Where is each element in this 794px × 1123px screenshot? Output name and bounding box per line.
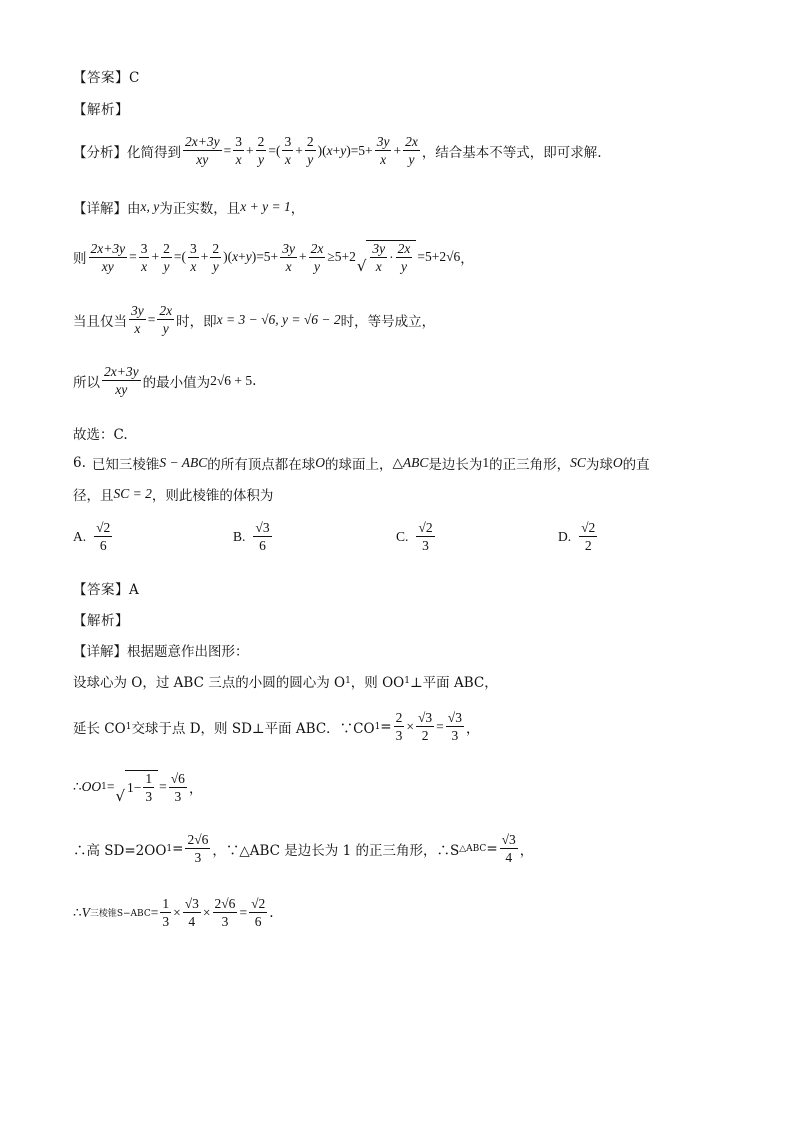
math: O (315, 455, 326, 470)
subscript: △ABC (459, 843, 487, 854)
text: 的最小值为 (142, 374, 211, 391)
fraction: $\frac{1}{3}$ (162, 896, 170, 929)
text: 设球心为 O，过 ABC 三点的小圆的圆心为 O (73, 675, 346, 691)
fraction: $\frac{2x}{y}$ (310, 240, 324, 274)
text: 时，等号成立， (340, 313, 436, 330)
fenxi-tail: ，结合基本不等式，即可求解. (421, 144, 602, 161)
sqrt: √ 1− $\frac{1}{3}$ (115, 770, 158, 804)
fraction: $\frac{√3}{4}$ (184, 896, 199, 929)
option-label: A. (73, 528, 87, 544)
equality-line: 当且仅当 $\frac{3y}{x}$ = $\frac{2x}{y}$ 时，即 x = 3 − √6, y = √6 − 2 时，等号成立， (73, 303, 436, 336)
subscript: 1 (125, 721, 132, 732)
subscript: 三棱锥S−ABC (89, 909, 151, 919)
q6-step4: ∴高 SD=2OO 1 = $\frac{2√6}{3}$ ，∵△ABC 是边长为 1 的正三角形，∴S △ABC = $\frac{√3}{4}$ ， (73, 832, 534, 865)
fraction: $\frac{2}{y}$ (257, 134, 265, 167)
text: . (269, 904, 274, 921)
fraction: $\frac{2}{3}$ (395, 710, 403, 743)
analysis-tag: 【解析】 (73, 102, 129, 118)
text: ， (290, 201, 305, 217)
option-d[interactable] (558, 520, 599, 553)
text: = (380, 718, 392, 735)
text: 时，即 (176, 313, 217, 330)
fraction: $\frac{3}{x}$ (284, 134, 292, 167)
xiangjie-line (73, 197, 304, 217)
text: ，则此棱锥的体积为 (151, 488, 274, 504)
text: 的直 (622, 457, 650, 473)
subscript: 1 (345, 676, 351, 686)
option-label: B. (233, 528, 246, 544)
fraction: $\frac{3}{x}$ (235, 134, 242, 167)
text: ⊥平面 ABC， (409, 675, 498, 691)
xiangjie-tag: 【详解】 (73, 201, 127, 217)
option-c[interactable] (396, 520, 437, 553)
math: V (81, 904, 90, 920)
text: 当且仅当 (73, 313, 127, 330)
fenxi-tag: 【分析】 (73, 144, 127, 161)
subscript: 1 (166, 843, 173, 854)
fraction: $\frac{√3}{6}$ (255, 520, 270, 553)
math-condition: x + y = 1 (240, 199, 291, 214)
text: ， (460, 251, 474, 267)
text: 为正实数，且 (159, 201, 241, 217)
math: SC (570, 455, 586, 470)
q6-stem-line1 (73, 453, 650, 473)
text: 交球于点 D，则 SD⊥平面 ABC．∵CO (131, 720, 375, 737)
fraction: $\frac{2}{y}$ (212, 240, 220, 274)
answer-line (73, 66, 140, 86)
option-b[interactable] (233, 520, 274, 553)
text: 由 (127, 201, 141, 217)
fraction: $\frac{√3}{4}$ (501, 832, 516, 865)
text: = (486, 840, 498, 857)
sqrt: √ $\frac{3y}{x}$ · $\frac{2x}{y}$ (357, 240, 417, 274)
math-solution: x = 3 − √6, y = √6 − 2 (216, 311, 341, 327)
text: ∴ (73, 779, 82, 795)
fraction: $\frac{√2}{3}$ (418, 520, 433, 553)
math: △ABC (392, 455, 429, 470)
fraction: $\frac{3}{x}$ (140, 240, 148, 274)
question-number: 6. (73, 455, 86, 471)
text: ∴高 SD=2OO (73, 842, 167, 859)
analysis-line (73, 98, 129, 118)
math: SC = 2 (113, 486, 152, 501)
answer-tag: 【答案】C (73, 70, 140, 86)
text: 的球面上， (325, 457, 393, 473)
q6-step2: 延长 CO 1 交球于点 D，则 SD⊥平面 ABC．∵CO 1 = $\frac{2}{3}$ × $\frac{√3}{2}$ = $\frac{√3}{3}$ ， (73, 710, 480, 743)
option-label: C. (396, 528, 409, 544)
answer-tag: 【答案】A (73, 582, 140, 598)
choice-text: 故选：C. (73, 427, 128, 443)
fenxi-lead: 化简得到 (127, 144, 181, 161)
text: ，∵△ABC 是边长为 1 的正三角形，∴S (212, 842, 460, 859)
math: 1 (482, 455, 490, 470)
fraction: $\frac{2x+3y}{xy}$ (185, 134, 220, 167)
text: 所以 (73, 374, 100, 391)
subscript: 1 (404, 676, 410, 686)
text: ∴ (73, 904, 82, 921)
fraction: $\frac{√2}{2}$ (581, 520, 596, 553)
fraction: $\frac{2}{y}$ (163, 240, 170, 274)
math: O (612, 455, 623, 470)
analysis-tag: 【解析】 (73, 613, 129, 629)
text: 则 (73, 251, 87, 267)
conclusion-line (73, 364, 256, 397)
text: 的正三角形， (489, 457, 571, 473)
subscript: 1 (374, 721, 381, 732)
fraction: $\frac{√3}{3}$ (447, 710, 462, 743)
fenxi-line: 【分析】 化简得到 $\frac{2x+3y}{xy}$ = $\frac{3}{x}$ + $\frac{2}{y}$ =( $\frac{3}{x}$ + $\frac{2}{y}$ )( x + y )=5+ $\frac{3y}{x}$ + $\frac{2x}{y}$ ，结合基本不等式，即可求解. (73, 134, 602, 167)
option-a[interactable] (73, 520, 114, 553)
text: = (172, 840, 184, 857)
subscript: 1 (101, 782, 107, 792)
text: ，则 OO (350, 675, 405, 691)
q6-analysis-line (73, 609, 129, 629)
derivation-line: 则 $\frac{2x+3y}{xy}$ = $\frac{3}{x}$ + $\frac{2}{y}$ =( $\frac{3}{x}$ + $\frac{2}{y}$ )( x + y )=5+ $\frac{3y}{x}$ + $\frac{2x}{y}$ ≥5+2 √ $\frac{3y}{x}$ · $\frac{2x}{y}$ =5+2√6 ， (73, 240, 474, 275)
q6-stem-line2 (73, 484, 273, 504)
fraction: $\frac{√6}{3}$ (170, 770, 185, 804)
min-value: 2√6 + 5 (210, 372, 253, 388)
q6-step1 (73, 671, 498, 691)
fraction: $\frac{2x+3y}{xy}$ (90, 240, 126, 274)
fraction: $\frac{√2}{6}$ (96, 520, 111, 553)
text: 已知三棱锥 (91, 457, 160, 473)
math: OO (81, 779, 102, 794)
text: 径，且 (73, 488, 114, 504)
detail-text: 【详解】根据题意作出图形： (73, 644, 249, 660)
q6-detail-line (73, 640, 249, 660)
text: . (252, 372, 257, 389)
text: 延长 CO (73, 720, 126, 737)
fraction: $\frac{3}{x}$ (189, 240, 197, 274)
fraction: $\frac{2x}{y}$ (405, 134, 418, 167)
fraction: $\frac{2}{y}$ (306, 134, 314, 167)
text: 为球 (585, 457, 613, 473)
fraction: $\frac{3y}{x}$ (376, 134, 390, 167)
fraction: $\frac{2x}{y}$ (159, 303, 173, 336)
text: 是边长为 (428, 457, 483, 473)
fraction: $\frac{2√6}{3}$ (214, 896, 236, 929)
fraction: $\frac{2√6}{3}$ (187, 832, 209, 865)
q6-step3: ∴ OO 1 = √ 1− $\frac{1}{3}$ = $\frac{√6}{3}$ ， (73, 770, 203, 805)
q6-answer-line (73, 578, 139, 598)
choice-line (73, 423, 128, 443)
fraction: $\frac{2x+3y}{xy}$ (104, 364, 139, 397)
text: 的所有顶点都在球 (207, 457, 316, 473)
q6-step5: ∴ V 三棱锥S−ABC = $\frac{1}{3}$ × $\frac{√3}{4}$ × $\frac{2√6}{3}$ = $\frac{√2}{6}$ . (73, 896, 274, 929)
fraction: $\frac{√3}{2}$ (417, 710, 433, 743)
math: S − ABC (159, 455, 208, 470)
math-vars: x, y (140, 199, 160, 214)
fraction: $\frac{3y}{x}$ (131, 303, 144, 336)
fraction: $\frac{√2}{6}$ (251, 896, 266, 929)
option-label: D. (558, 528, 572, 544)
fraction: $\frac{3y}{x}$ (282, 240, 295, 274)
